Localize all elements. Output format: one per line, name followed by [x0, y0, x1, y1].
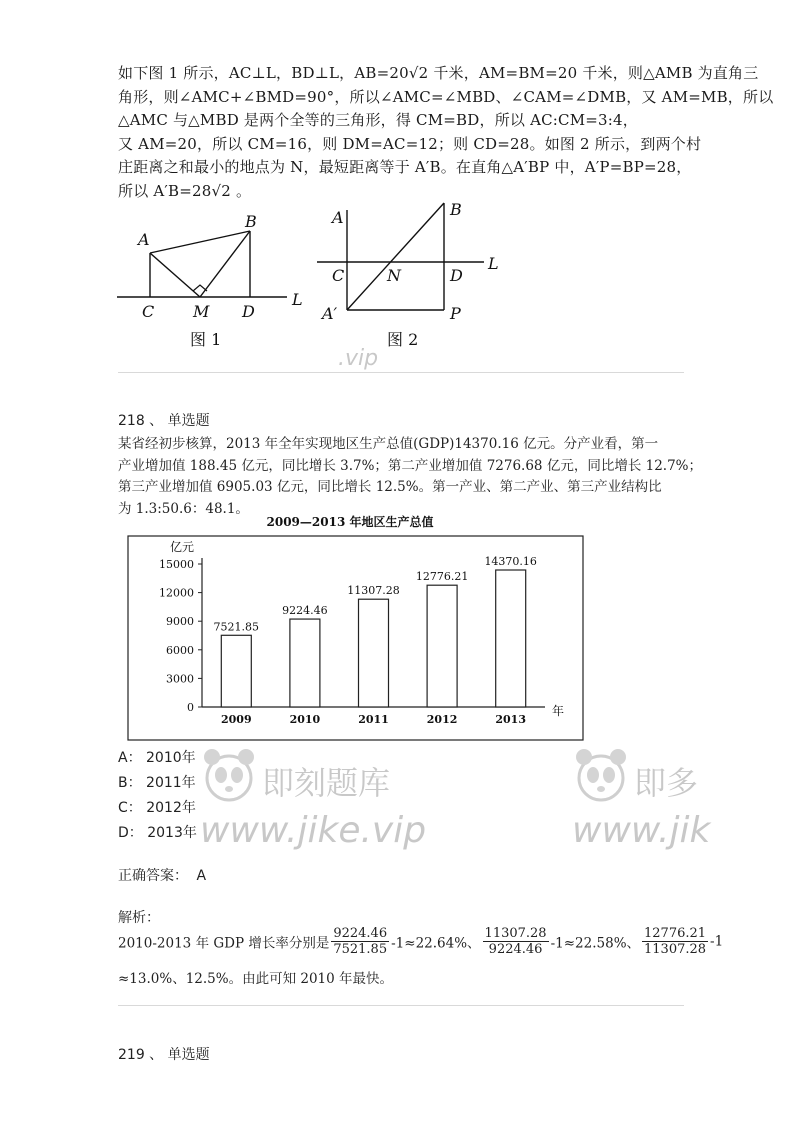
- bar-value-label: 7521.85: [213, 620, 260, 634]
- y-tick-label: 3000: [166, 672, 194, 686]
- prev-solution-line: 角形，则∠AMC+∠BMD=90°，所以∠AMC=∠MBD、∠CAM=∠DMB，又 AM=MB，所以: [118, 87, 774, 106]
- question-218-stem: [118, 434, 702, 520]
- watermark-brand-right: 即多: [634, 764, 699, 802]
- bar-value-label: 9224.46: [282, 604, 328, 618]
- stem-line: 产业增加值 188.45 亿元，同比增长 3.7%；第二产业增加值 7276.68 亿元，同比增长 12.7%；: [118, 457, 702, 474]
- label-a: A: [332, 208, 344, 227]
- fraction-1: [331, 926, 389, 957]
- label-b: B: [245, 215, 257, 231]
- label-b: B: [450, 200, 462, 219]
- watermark-fragment: .vip: [338, 346, 379, 371]
- x-tick-label: 2010: [289, 713, 321, 726]
- x-axis-label: 年: [552, 704, 565, 718]
- chart-title: 2009—2013 年地区生产总值: [266, 515, 434, 529]
- option-b[interactable]: B： 2011年: [118, 775, 196, 791]
- analysis-formula: [118, 926, 724, 957]
- y-tick-label: 12000: [159, 586, 194, 600]
- bar: [496, 570, 526, 707]
- answer-row: [118, 865, 206, 885]
- y-tick-label: 9000: [166, 615, 194, 629]
- analysis-line-2: ≈13.0%、12.5%。由此可知 2010 年最快。: [118, 971, 394, 987]
- option-a[interactable]: A： 2010年: [118, 750, 196, 766]
- fraction-2-numerator: 11307.28: [484, 926, 547, 941]
- divider: [118, 372, 684, 373]
- watermark-brand: 即刻题库: [262, 764, 391, 802]
- label-d: D: [450, 266, 463, 285]
- fraction-3-denominator: 11307.28: [644, 942, 707, 957]
- bar: [359, 599, 389, 707]
- x-tick-label: 2009: [220, 713, 252, 726]
- fraction-1-denominator: 7521.85: [333, 942, 388, 957]
- label-m: M: [193, 302, 210, 321]
- question-218-number: 218 、 单选题: [118, 413, 210, 429]
- y-tick-label: 6000: [166, 643, 194, 657]
- label-n: N: [387, 266, 401, 285]
- divider: [118, 1005, 684, 1006]
- prev-solution-line: 所以 A′B=28√2 。: [118, 181, 252, 200]
- label-a: A: [138, 230, 150, 249]
- answer-value: A: [196, 868, 207, 884]
- fraction-3: [642, 926, 708, 957]
- analysis-prefix: 2010-2013 年 GDP 增长率分别是: [118, 935, 330, 952]
- label-c: C: [142, 302, 155, 321]
- fraction-1-numerator: 9224.46: [333, 926, 388, 941]
- stem-line: 第三产业增加值 6905.03 亿元，同比增长 12.5%。第一产业、第二产业、第三产业结构比: [118, 479, 662, 495]
- answer-label: 正确答案：: [118, 868, 188, 884]
- y-tick-label: 15000: [159, 558, 194, 571]
- fraction-3-numerator: 12776.21: [644, 926, 707, 941]
- analysis-label: 解析：: [118, 910, 160, 926]
- bar-value-label: 12776.21: [415, 570, 469, 584]
- fraction-2-denominator: 9224.46: [488, 942, 543, 957]
- segment-ab: [347, 203, 444, 310]
- option-d[interactable]: D： 2013年: [118, 825, 197, 841]
- bar: [290, 619, 320, 707]
- prev-solution-line: 又 AM=20，所以 CM=16，则 DM=AC=12；则 CD=28。如图 2 所示，到两个村: [118, 134, 702, 153]
- result-1: -1≈22.64%、: [391, 935, 481, 952]
- watermark-url: www.jike.vip: [200, 810, 427, 851]
- y-tick-label: 0: [187, 701, 194, 714]
- panda-logo-icon: [572, 745, 630, 807]
- bar: [427, 585, 457, 707]
- figure-1: [112, 215, 312, 355]
- label-l: L: [488, 254, 499, 273]
- option-c[interactable]: C： 2012年: [118, 800, 196, 816]
- segment-am: [150, 253, 200, 297]
- x-tick-label: 2013: [495, 713, 527, 726]
- prev-solution-line: △AMC 与△MBD 是两个全等的三角形，得 CM=BD，所以 AC:CM=3:4，: [118, 111, 638, 129]
- label-a-prime: A′: [322, 304, 338, 323]
- panda-logo-icon: [200, 745, 258, 807]
- label-d: D: [242, 302, 255, 321]
- bar-value-label: 14370.16: [484, 555, 537, 569]
- result-2: -1≈22.58%、: [550, 935, 641, 952]
- figure-2: [312, 195, 512, 355]
- bar-value-label: 11307.28: [347, 584, 400, 598]
- stem-line: 某省经初步核算，2013 年全年实现地区生产总值(GDP)14370.16 亿元。分产业看，第一: [118, 436, 659, 452]
- label-p: P: [450, 304, 461, 323]
- figure-1-caption: 图 1: [190, 330, 222, 349]
- label-c: C: [332, 266, 345, 285]
- result-3: -1: [710, 933, 724, 950]
- gdp-bar-chart: [120, 512, 590, 742]
- fraction-2: [483, 926, 549, 957]
- watermark-url-right: www.jik: [572, 810, 711, 851]
- x-tick-label: 2012: [426, 713, 458, 726]
- label-l: L: [292, 290, 303, 309]
- question-219-number: 219 、 单选题: [118, 1047, 210, 1063]
- y-axis-label: 亿元: [170, 540, 195, 554]
- bar: [221, 635, 251, 707]
- x-tick-label: 2011: [358, 713, 389, 726]
- stem-line: 为 1.3:50.6：48.1。: [118, 500, 249, 517]
- figure-2-caption: 图 2: [387, 330, 419, 349]
- prev-solution: [118, 62, 774, 203]
- prev-solution-line: 庄距离之和最小的地点为 N，最短距离等于 A′B。在直角△A′BP 中，A′P=BP=28，: [118, 158, 692, 176]
- prev-solution-line: 如下图 1 所示，AC⊥L，BD⊥L，AB=20√2 千米，AM=BM=20 千米，则△AMB 为直角三: [118, 64, 759, 82]
